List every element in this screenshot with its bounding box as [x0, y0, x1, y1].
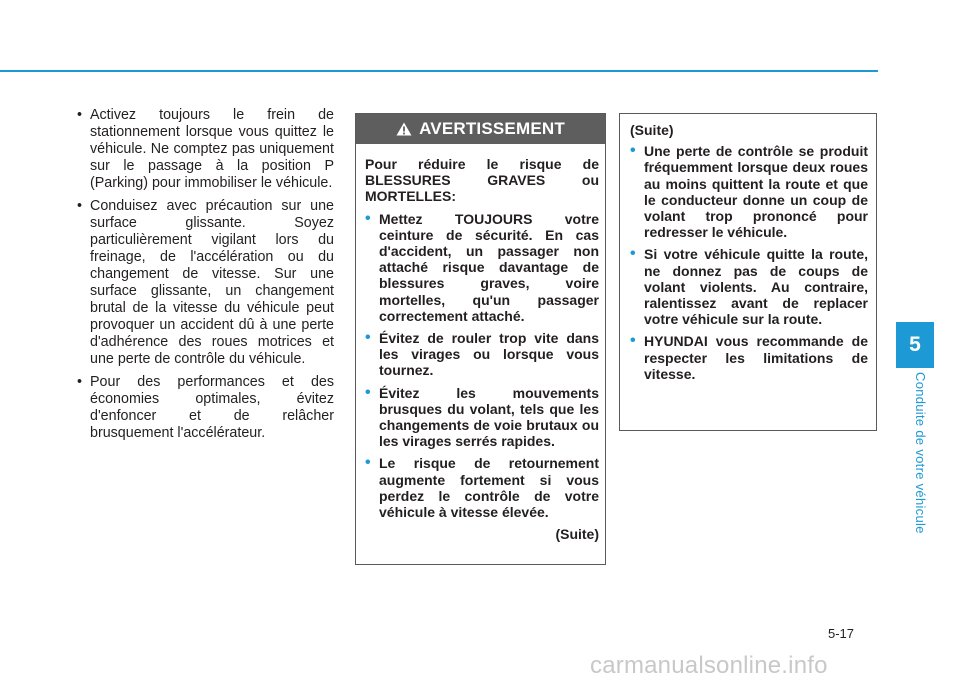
warning-bullet-item: • Évitez les mouvements brusques du volant, tels que les changements de voie brutaux ou les virages serrés rapides. — [365, 385, 599, 450]
warning-bullet-item: • Le risque de retournement augmente fortement si vous perdez le contrôle de votre véhicule à vitesse élevée. — [365, 455, 599, 520]
warning-box — [355, 113, 606, 565]
warning-intro: Pour réduire le risque de BLESSURES GRAVES ou MORTELLES: — [365, 156, 599, 205]
left-bullet-item: • Activez toujours le frein de stationnement lorsque vous quittez le véhicule. Ne comptez pas uniquement sur le passage à la position P (Parking) pour immobiliser le véhicule. — [76, 107, 334, 192]
continuation-bullet-item: • HYUNDAI vous recommande de respecter les limitations de vitesse. — [630, 333, 868, 382]
continuation-suite: (Suite) — [630, 122, 674, 138]
page-number: 5-17 — [828, 626, 855, 641]
chapter-number-tab — [896, 322, 934, 368]
chapter-number: 5 — [909, 333, 921, 356]
warning-body — [365, 156, 599, 542]
chapter-title: Conduite de votre véhicule — [913, 372, 928, 534]
continuation-bullet-item: • Si votre véhicule quitte la route, ne donnez pas de coups de volant violents. Au contraire, ralentissez avant de replacer votre véhicule sur la route. — [630, 246, 868, 327]
continuation-body — [630, 122, 868, 388]
continuation-bullet-item: • Une perte de contrôle se produit fréquemment lorsque deux roues au moins quittent la route et que le conducteur donne un coup de volant trop prononcé pour redresser le véhicule. — [630, 143, 868, 240]
watermark: carmanualsonline.info — [590, 652, 828, 679]
warning-bullet-list — [365, 211, 599, 521]
left-column — [76, 107, 334, 448]
warning-suite: (Suite) — [555, 526, 599, 543]
left-bullet-item: • Pour des performances et des économies optimales, évitez d'enfoncer et de relâcher brusquement l'accélérateur. — [76, 374, 334, 442]
warning-title: AVERTISSEMENT — [419, 119, 565, 138]
warning-title-row — [356, 114, 605, 144]
header-rule — [0, 70, 878, 72]
continuation-bullet-list — [630, 143, 868, 382]
warning-triangle-icon — [396, 122, 412, 136]
left-bullet-list — [76, 107, 334, 442]
warning-header — [356, 114, 605, 144]
left-bullet-item: • Conduisez avec précaution sur une surface glissante. Soyez particulièrement vigilant lors du freinage, de l'accélération ou du changement de vitesse. Sur une surface glissante, un changement brutal de la vitesse du véhicule peut provoquer un accident dû à une perte d'adhérence des roues motrices et une perte de contrôle du véhicule. — [76, 198, 334, 368]
warning-bullet-item: • Évitez de rouler trop vite dans les virages ou lorsque vous tournez. — [365, 330, 599, 379]
warning-bullet-item: • Mettez TOUJOURS votre ceinture de sécurité. En cas d'accident, un passager non attaché risque davantage de blessures graves, voire mortelles, qu'un passager correctement attaché. — [365, 211, 599, 324]
continuation-box — [619, 113, 877, 431]
